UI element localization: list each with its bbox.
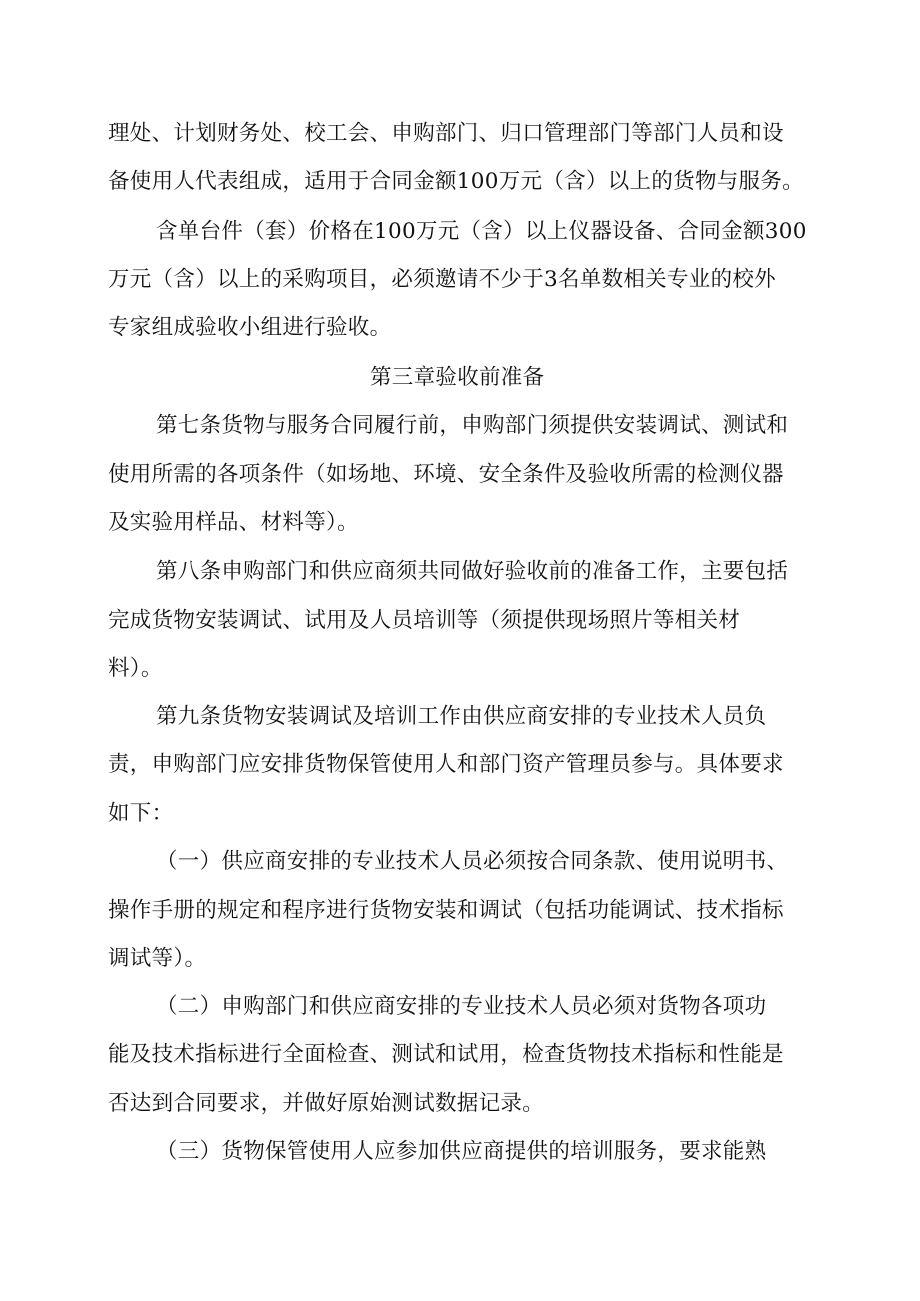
paragraph-line [0,842,920,882]
text-line: 调试等）。 [108,946,207,971]
paragraph-line [0,1132,920,1172]
paragraph-line [0,308,920,348]
paragraph-line [0,1035,920,1075]
text-line: 如下： [108,801,174,826]
text-line: 否达到合同要求，并做好原始测试数据记录。 [108,1091,545,1116]
paragraph-line [0,162,920,202]
paragraph-line [0,552,920,592]
paragraph-line [0,406,920,446]
text-line: 操作手册的规定和程序进行货物安装和调试（包括功能调试、技术指标 [108,898,784,923]
text-line: 含单台件（套）价格在100万元（含）以上仪器设备、合同金额300 [156,219,807,244]
paragraph-line [0,455,920,495]
text-line: 能及技术指标进行全面检查、测试和试用，检查货物技术指标和性能是 [108,1042,784,1067]
chapter-heading [0,358,920,398]
text-line: 责，申购部门应安排货物保管使用人和部门资产管理员参与。具体要求 [108,752,784,777]
text-line: 完成货物安装调试、试用及人员培训等（须提供现场照片等相关材 [108,608,741,633]
text-line: （一）供应商安排的专业技术人员必须按合同条款、使用说明书、 [156,849,789,874]
paragraph-line [0,260,920,300]
paragraph-line [0,697,920,737]
text-line: 理处、计划财务处、校工会、申购部门、归口管理部门等部门人员和设 [108,121,784,146]
text-line: 备使用人代表组成，适用于合同金额100万元（含）以上的货物与服务。 [108,169,804,194]
text-line: 使用所需的各项条件（如场地、环境、安全条件及验收所需的检测仪器 [108,462,784,487]
text-line: 第九条货物安装调试及培训工作由供应商安排的专业技术人员负 [156,704,767,729]
paragraph-line [0,794,920,834]
paragraph-line [0,1084,920,1124]
text-line: 料）。 [108,656,163,681]
text-line: 第七条货物与服务合同履行前，申购部门须提供安装调试、测试和 [156,413,789,438]
text-line: （二）申购部门和供应商安排的专业技术人员必须对货物各项功 [156,994,767,1019]
text-line: （三）货物保管使用人应参加供应商提供的培训服务，要求能熟 [156,1139,767,1164]
paragraph-line [0,114,920,154]
text-line: 万元（含）以上的采购项目，必须邀请不少于3名单数相关专业的校外 [108,267,776,292]
chapter-title: 第三章验收前准备 [370,365,545,390]
paragraph-line [0,987,920,1027]
text-line: 专家组成验收小组进行验收。 [108,315,392,340]
paragraph-line [0,601,920,641]
text-line: 第八条申购部门和供应商须共同做好验收前的准备工作，主要包括 [156,559,789,584]
paragraph-line [0,745,920,785]
text-line: 及实验用样品、材料等）。 [108,510,359,535]
paragraph-line [0,212,920,252]
paragraph-line [0,939,920,979]
paragraph-line [0,891,920,931]
paragraph-line [0,503,920,543]
paragraph-line [0,649,920,689]
